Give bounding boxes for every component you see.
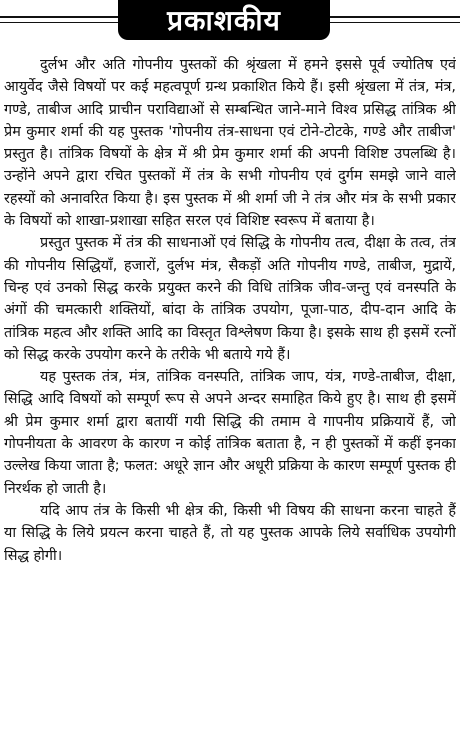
paragraph-4: यदि आप तंत्र के किसी भी क्षेत्र की, किसी भी विषय की साधना करना चाहते हैं या सिद्धि के लिये प्रयत्न करना चाहते हैं, तो यह पुस्तक आपके लिये सर्वाधिक उपयोगी सिद्ध होगी। <box>4 502 456 564</box>
paragraph-2: प्रस्तुत पुस्तक में तंत्र की साधनाओं एवं सिद्धि के गोपनीय तत्व, दीक्षा के तत्व, तंत्र की गोपनीय सिद्धियाँ, हजारों, दुर्लभ मंत्र, सैकड़ों अति गोपनीय गण्डे, ताबीज, मुद्रायें, चिन्ह एवं उनको सिद्ध करके प्रयुक्त करने की विधि तांत्रिक जीव-जन्तु एवं वनस्पति के अंगों की चमत्कारी शक्तियों, बांदा के तांत्रिक उपयोग, पूजा-पाठ, दीप-दान आदि के तांत्रिक महत्व और शक्ति आदि का विस्तृत विश्लेषण किया है। इसके साथ ही इसमें रत्नों को सिद्ध करके उपयोग करने के तरीके भी बताये गये हैं। <box>4 235 456 363</box>
paragraph-1: दुर्लभ और अति गोपनीय पुस्तकों की श्रृंखला में हमने इससे पूर्व ज्योतिष एवं आयुर्वेद जैसे विषयों पर कई महत्वपूर्ण ग्रन्थ प्रकाशित किये हैं। इसी श्रृंखला में तंत्र, मंत्र, गण्डे, ताबीज आदि प्राचीन पराविद्याओं से सम्बन्धित जाने-माने विश्व प्रसिद्ध तांत्रिक श्री प्रेम कुमार शर्मा की यह पुस्तक 'गोपनीय तंत्र-साधना एवं टोने-टोटके, गण्डे और ताबीज' प्रस्तुत है। तांत्रिक विषयों के क्षेत्र में श्री प्रेम कुमार शर्मा की अपनी विशिष्ट उपलब्धि है। उन्होंने अपने द्वारा रचित पुस्तकों में तंत्र के सभी गोपनीय एवं दुर्गम समझे जाने वाले रहस्यों को अनावरित किया है। इस पुस्तक में श्री शर्मा जी ने तंत्र और मंत्र के सभी प्रकार के विषयों को शाखा-प्रशाखा सहित सरल एवं विशिष्ट स्वरूप में बताया है। <box>4 57 456 230</box>
paragraph-3: यह पुस्तक तंत्र, मंत्र, तांत्रिक वनस्पति, तांत्रिक जाप, यंत्र, गण्डे-ताबीज, दीक्षा, सिद्धि आदि विषयों को सम्पूर्ण रूप से अपने अन्दर समाहित किये हुए है। साथ ही इसमें श्री प्रेम कुमार शर्मा द्वारा बतायीं गयी सिद्धि की तमाम वे गापनीय प्रक्रियायें हैं, जो गोपनीयता के आवरण के कारण न कोई तांत्रिक बताता है, न ही पुस्तकों में कहीं इनका उल्लेख किया जाता है; फलत: अधूरे ज्ञान और अधूरी प्रक्रिया के कारण सम्पूर्ण पुस्तक ही निरर्थक हो जाती है। <box>4 369 456 497</box>
body-text <box>4 54 456 728</box>
page-title: प्रकाशकीय <box>118 0 330 40</box>
